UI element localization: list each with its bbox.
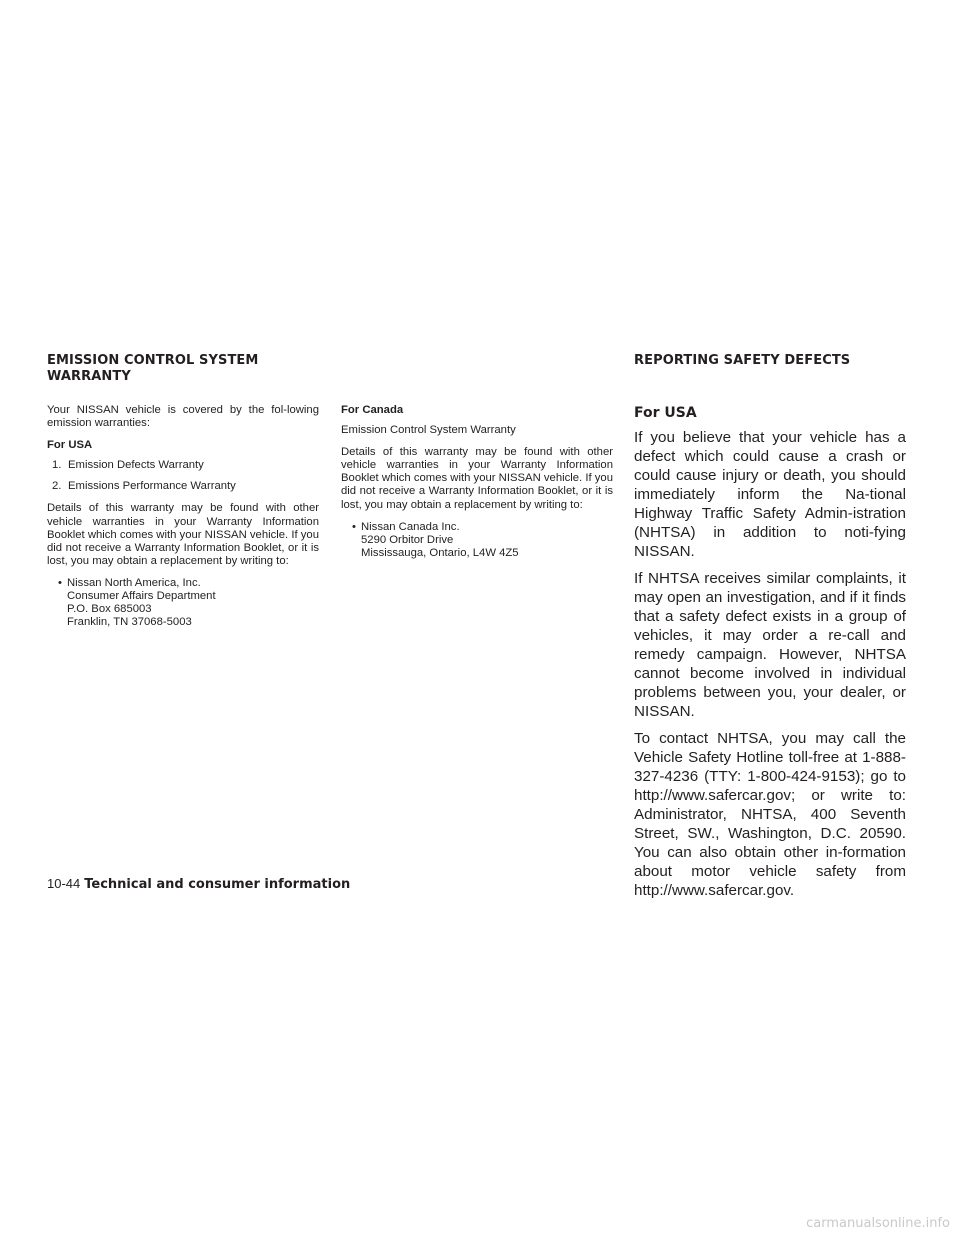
address-line: Consumer Affairs Department — [67, 590, 216, 603]
emission-canada-subheading: For Canada — [341, 404, 404, 416]
safety-defects-column — [634, 404, 906, 908]
page-footer — [47, 876, 350, 893]
emission-usa-subheading: For USA — [47, 439, 93, 452]
address-line: 5290 Orbitor Drive — [361, 533, 454, 546]
safety-usa-subheading: For USA — [634, 405, 697, 421]
warranty-label: Emission Defects Warranty — [68, 459, 204, 472]
canada-warranty-name: Emission Control System Warranty — [341, 424, 516, 437]
safety-defects-heading: REPORTING SAFETY DEFECTS — [634, 353, 851, 368]
usa-address-item — [47, 577, 319, 629]
safety-paragraph: If NHTSA receives similar complaints, it may open an investigation, and if it finds that a safety defect exists in a group of vehicles, it may order a re-call and remedy campaign. However, NHTSA cannot become involved in individual problems between you, your dealer, or NISSAN. — [634, 570, 906, 720]
page-number: 10-44 — [47, 876, 81, 891]
safety-paragraph: To contact NHTSA, you may call the Vehicle Safety Hotline toll-free at 1-888-327-4236 (TTY: 1-800-424-9153); go to http://www.safercar.gov; or write to: Administrator, NHTSA, 400 Seventh Street, SW., Washington, D.C. 20590. You can also obtain other in-formation about motor vehicle safety from http://www.safercar.gov. — [634, 730, 906, 899]
emission-warranty-heading-line2: WARRANTY — [47, 369, 131, 384]
address-line: Franklin, TN 37068-5003 — [67, 616, 192, 629]
canada-address-item — [341, 521, 613, 560]
warranty-label: Emissions Performance Warranty — [68, 480, 236, 493]
safety-paragraph: If you believe that your vehicle has a defect which could cause a crash or could cause injury or death, you should immediately inform the Na-tional Highway Traffic Safety Admin-istration (NHTSA) in addition to noti-fying NISSAN. — [634, 429, 906, 560]
emission-warranty-heading-line1: EMISSION CONTROL SYSTEM — [47, 353, 259, 368]
usa-address-list — [47, 577, 319, 629]
warranty-list — [47, 459, 319, 493]
site-watermark: carmanualsonline.info — [806, 1216, 950, 1231]
warranty-number: 1. — [52, 459, 62, 472]
warranty-list-item — [47, 480, 319, 493]
address-line: Nissan Canada Inc. — [361, 520, 460, 533]
emission-usa-column — [47, 404, 319, 629]
warranty-list-item — [47, 459, 319, 472]
section-title: Technical and consumer information — [84, 877, 351, 892]
canada-address-list — [341, 521, 613, 560]
address-line: Nissan North America, Inc. — [67, 576, 201, 589]
bullet-icon: • — [58, 576, 62, 589]
address-line: P.O. Box 685003 — [67, 603, 152, 616]
warranty-number: 2. — [52, 480, 62, 493]
emission-canada-column — [341, 404, 613, 560]
emission-intro-text: Your NISSAN vehicle is covered by the fol-lowing emission warranties: — [47, 404, 319, 430]
emission-warranty-heading — [47, 353, 327, 385]
emission-canada-details: Details of this warranty may be found with other vehicle warranties in your Warranty Information Booklet which comes with your NISSAN vehicle. If you did not receive a Warranty Information Booklet, or it is lost, you may obtain a replacement by writing to: — [341, 446, 613, 511]
emission-usa-details: Details of this warranty may be found with other vehicle warranties in your Warranty Information Booklet which comes with your NISSAN vehicle. If you did not receive a Warranty Information Booklet, or it is lost, you may obtain a replacement by writing to: — [47, 502, 319, 567]
bullet-icon: • — [352, 520, 356, 533]
address-line: Mississauga, Ontario, L4W 4Z5 — [361, 546, 519, 559]
